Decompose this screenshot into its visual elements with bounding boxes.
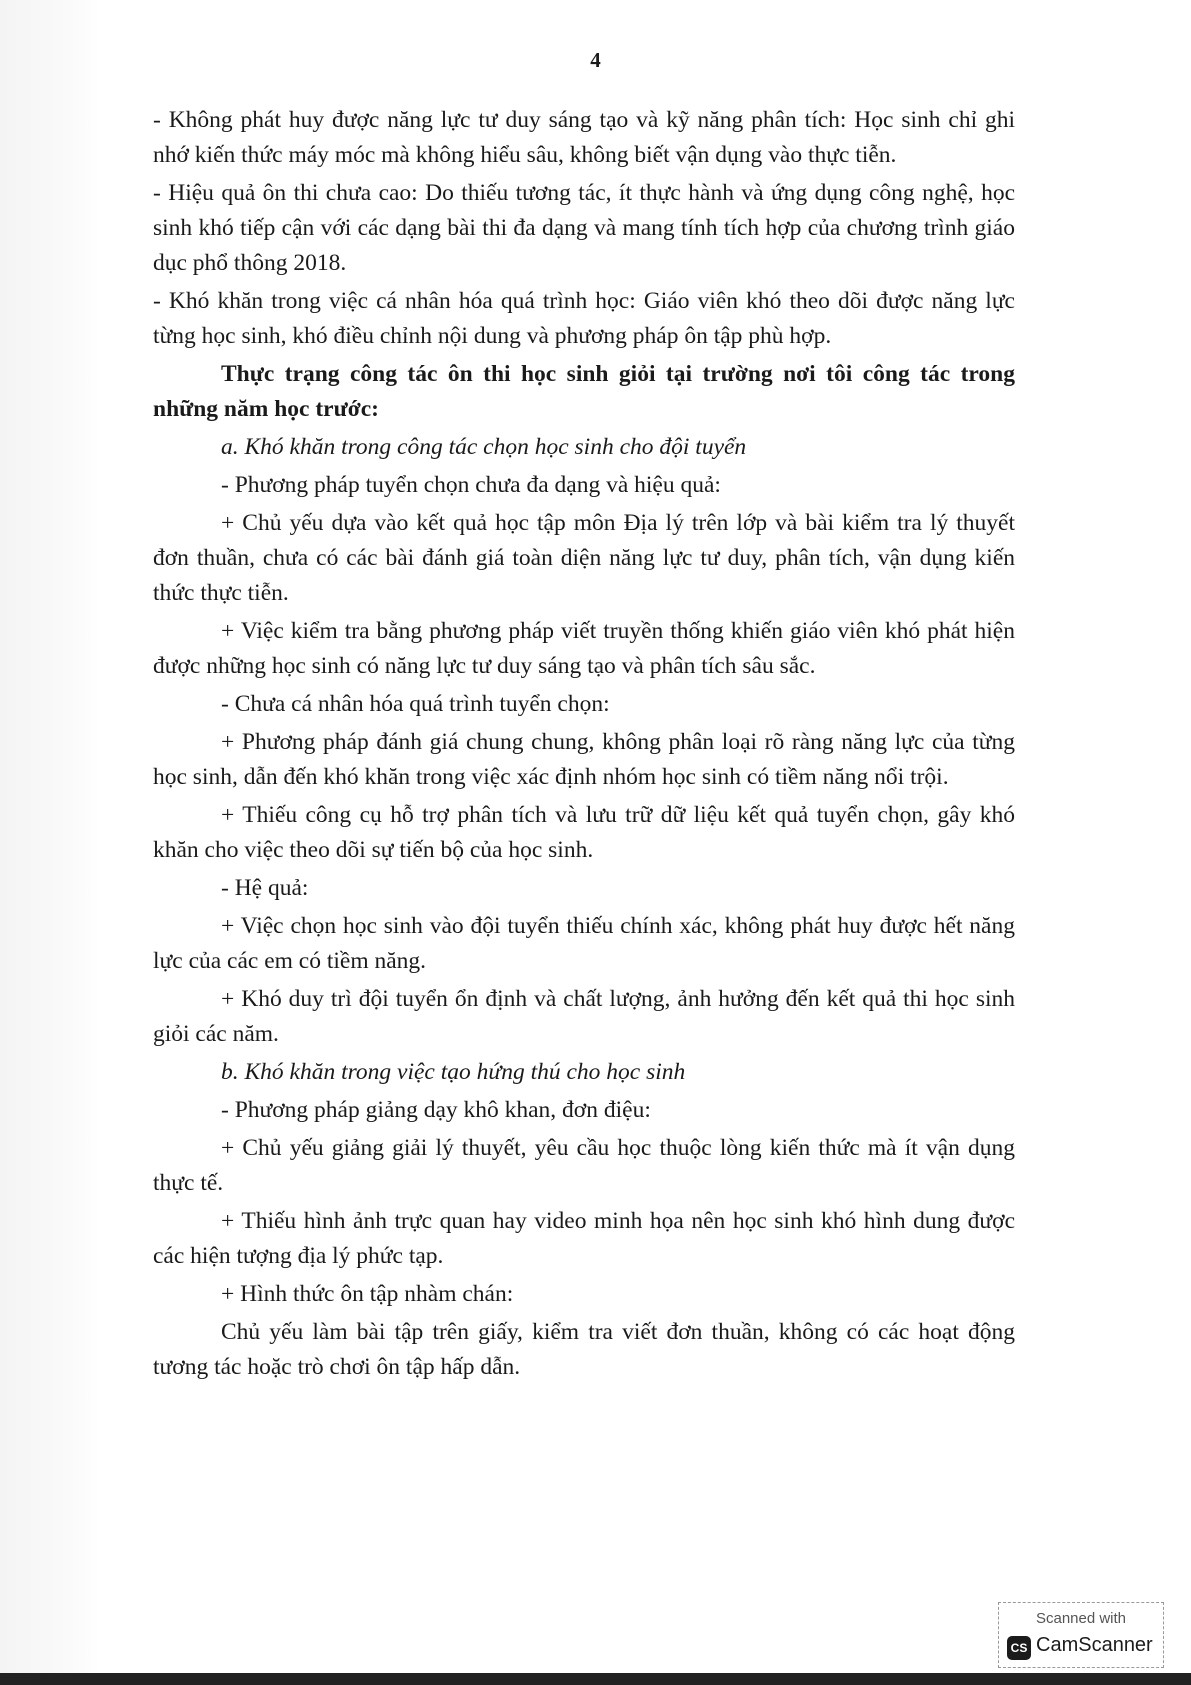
camscanner-logo-icon: CS <box>1007 1636 1031 1660</box>
scan-bottom-edge <box>0 1673 1191 1685</box>
paragraph: + Việc kiểm tra bằng phương pháp viết truyền thống khiến giáo viên khó phát hiện được những học sinh có năng lực tư duy sáng tạo và phân tích sâu sắc. <box>153 618 1015 679</box>
paragraph: + Chủ yếu giảng giải lý thuyết, yêu cầu học thuộc lòng kiến thức mà ít vận dụng thực tế. <box>153 1135 1015 1196</box>
paragraph: + Việc chọn học sinh vào đội tuyển thiếu chính xác, không phát huy được hết năng lực của các em có tiềm năng. <box>153 913 1015 974</box>
paragraph: + Hình thức ôn tập nhàm chán: <box>221 1281 514 1307</box>
subsection-heading-b: b. Khó khăn trong việc tạo hứng thú cho học sinh <box>221 1059 686 1085</box>
document-body <box>153 103 1015 1388</box>
paragraph: - Hệ quả: <box>221 875 309 901</box>
scan-shadow <box>0 0 100 1685</box>
subsection-heading-a: a. Khó khăn trong công tác chọn học sinh cho đội tuyển <box>221 434 747 460</box>
paragraph: + Thiếu hình ảnh trực quan hay video minh họa nên học sinh khó hình dung được các hiện tượng địa lý phức tạp. <box>153 1208 1015 1269</box>
camscanner-watermark <box>998 1602 1164 1668</box>
paragraph: - Không phát huy được năng lực tư duy sáng tạo và kỹ năng phân tích: Học sinh chỉ ghi nhớ kiến thức máy móc mà không hiểu sâu, không biết vận dụng vào thực tiễn. <box>153 107 1015 168</box>
paragraph: + Thiếu công cụ hỗ trợ phân tích và lưu trữ dữ liệu kết quả tuyển chọn, gây khó khăn cho việc theo dõi sự tiến bộ của học sinh. <box>153 802 1015 863</box>
page-number: 4 <box>590 48 601 72</box>
paragraph: + Phương pháp đánh giá chung chung, không phân loại rõ ràng năng lực của từng học sinh, dẫn đến khó khăn trong việc xác định nhóm học sinh có tiềm năng nổi trội. <box>153 729 1015 790</box>
paragraph: - Chưa cá nhân hóa quá trình tuyển chọn: <box>221 691 610 717</box>
paragraph: - Khó khăn trong việc cá nhân hóa quá trình học: Giáo viên khó theo dõi được năng lực từng học sinh, khó điều chỉnh nội dung và phương pháp ôn tập phù hợp. <box>153 288 1015 349</box>
watermark-caption: Scanned with <box>1035 1610 1127 1627</box>
watermark-brand: CamScanner <box>1036 1634 1153 1656</box>
paragraph: - Phương pháp giảng dạy khô khan, đơn điệu: <box>221 1097 651 1123</box>
paragraph: Chủ yếu làm bài tập trên giấy, kiểm tra viết đơn thuần, không có các hoạt động tương tác hoặc trò chơi ôn tập hấp dẫn. <box>153 1319 1015 1380</box>
paragraph: + Khó duy trì đội tuyển ổn định và chất lượng, ảnh hưởng đến kết quả thi học sinh giỏi các năm. <box>153 986 1015 1047</box>
paragraph: - Hiệu quả ôn thi chưa cao: Do thiếu tương tác, ít thực hành và ứng dụng công nghệ, học sinh khó tiếp cận với các dạng bài thi đa dạng và mang tính tích hợp của chương trình giáo dục phổ thông 2018. <box>153 180 1015 276</box>
section-heading: Thực trạng công tác ôn thi học sinh giỏi tại trường nơi tôi công tác trong những năm học trước: <box>153 361 1015 422</box>
paragraph: + Chủ yếu dựa vào kết quả học tập môn Địa lý trên lớp và bài kiểm tra lý thuyết đơn thuần, chưa có các bài đánh giá toàn diện năng lực tư duy, phân tích, vận dụng kiến thức thực tiễn. <box>153 510 1015 606</box>
paragraph: - Phương pháp tuyển chọn chưa đa dạng và hiệu quả: <box>221 472 721 498</box>
